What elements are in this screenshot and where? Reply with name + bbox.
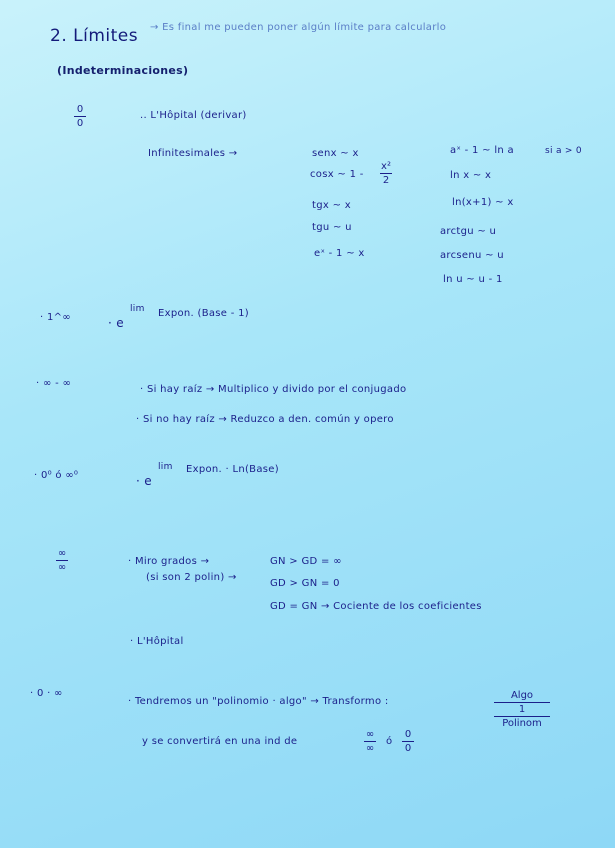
degree-rule-gn-greater: GN > GD = ∞ <box>270 556 342 567</box>
inf-minus-inf-label: · ∞ - ∞ <box>36 378 72 389</box>
page-title: 2. Límites <box>50 26 139 46</box>
inf-over-inf-fraction <box>56 548 68 573</box>
cos-fraction <box>380 161 392 186</box>
compare-degrees: · Miro grados → <box>128 556 210 567</box>
result-zero-numerator: 0 <box>404 729 412 740</box>
result-inf-fraction <box>364 729 376 754</box>
equivalence-arcsen: arcsenu ~ u <box>440 250 504 261</box>
e-base: · e <box>108 316 124 330</box>
zero-over-zero-fraction <box>74 104 86 129</box>
result-zero-denominator: 0 <box>404 743 412 754</box>
subtitle: (Indeterminaciones) <box>57 64 189 77</box>
equivalence-lnx: ln x ~ x <box>450 170 492 181</box>
transform-middle: 1 <box>518 704 526 715</box>
equivalence-exp: eˣ - 1 ~ x <box>314 248 365 259</box>
becomes-indetermination: y se convertirá en una ind de <box>142 736 298 747</box>
equivalence-ax-condition: si a > 0 <box>545 146 582 156</box>
with-root-rule: · Si hay raíz → Multiplico y divido por el conjugado <box>140 384 407 395</box>
transform-top: Algo <box>510 690 534 701</box>
degree-rule-gd-greater: GD > GN = 0 <box>270 578 340 589</box>
or-separator: ó <box>386 736 393 747</box>
polynomial-times-something: · Tendremos un "polinomio · algo" → Transformo : <box>128 696 389 707</box>
transform-fraction <box>494 690 550 729</box>
inf-fraction-numerator: ∞ <box>57 548 67 559</box>
equivalence-sen: senx ~ x <box>312 148 359 159</box>
zero-pow-zero-label: · 0⁰ ó ∞⁰ <box>34 470 79 481</box>
equivalence-ln-x-plus-1: ln(x+1) ~ x <box>452 197 514 208</box>
transform-bottom: Polinom <box>502 718 542 729</box>
title-note: → Es final me pueden poner algún límite para calcularlo <box>150 22 447 33</box>
one-to-infinity-label: · 1^∞ <box>40 312 71 323</box>
exponent-ln-base: Expon. · Ln(Base) <box>186 464 279 475</box>
fraction-numerator: 0 <box>76 104 84 115</box>
two-polynomials-note: (si son 2 polin) → <box>146 572 237 583</box>
result-zero-fraction <box>402 729 414 754</box>
e-superscript-lim-2: lim <box>158 462 173 472</box>
e-superscript-lim: lim <box>130 304 145 314</box>
equivalence-cos: cosx ~ 1 - <box>310 169 364 180</box>
inf-fraction-denominator: ∞ <box>57 562 67 573</box>
hopital-label: .. L'Hôpital (derivar) <box>140 110 247 121</box>
without-root-rule: · Si no hay raíz → Reduzco a den. común y opero <box>136 414 394 425</box>
equivalence-ax: aˣ - 1 ~ ln a <box>450 145 514 156</box>
equivalence-tgu: tgu ~ u <box>312 222 352 233</box>
degree-rule-equal: GD = GN → Cociente de los coeficientes <box>270 601 482 612</box>
result-inf-denominator: ∞ <box>365 743 375 754</box>
e-base-2: · e <box>136 474 152 488</box>
zero-times-inf-label: · 0 · ∞ <box>30 688 63 699</box>
infinitesimales-label: Infinitesimales → <box>148 148 238 159</box>
result-inf-numerator: ∞ <box>365 729 375 740</box>
equivalence-arctg: arctgu ~ u <box>440 226 497 237</box>
equivalence-lnu: ln u ~ u - 1 <box>443 274 503 285</box>
cos-fraction-denominator: 2 <box>382 175 390 186</box>
exponent-base-minus-one: Expon. (Base - 1) <box>158 308 249 319</box>
cos-fraction-numerator: x² <box>381 161 391 172</box>
hopital-option: · L'Hôpital <box>130 636 184 647</box>
equivalence-tg: tgx ~ x <box>312 200 351 211</box>
fraction-denominator: 0 <box>76 118 84 129</box>
